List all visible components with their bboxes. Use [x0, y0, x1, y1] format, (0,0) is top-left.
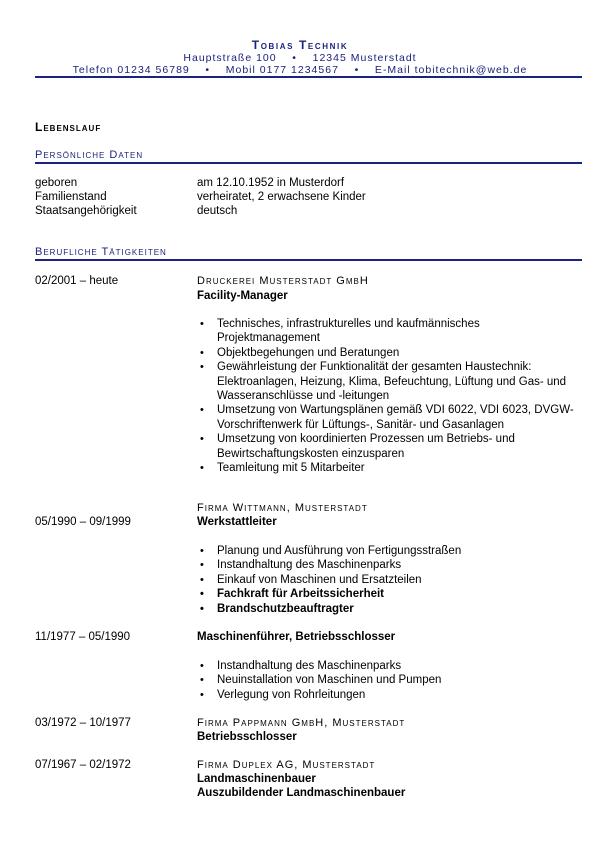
personal-label: Familienstand — [35, 191, 107, 203]
duty-item: • Instandhaltung des Maschinenparks — [197, 659, 577, 673]
entry-role-secondary: Auszubildender Landmaschinenbauer — [197, 787, 406, 799]
duty-list — [197, 659, 577, 702]
entry-date: 11/1977 – 05/1990 — [35, 631, 131, 643]
candidate-name: Tobias Technik — [251, 38, 349, 52]
section-heading-personal: Persönliche Daten — [35, 149, 582, 164]
personal-value: am 12.10.1952 in Musterdorf — [197, 177, 345, 189]
duty-item: • Einkauf von Maschinen und Ersatzteilen — [197, 573, 577, 587]
personal-value: deutsch — [197, 205, 238, 217]
duty-item: • Planung und Ausführung von Fertigungsstraßen — [197, 544, 577, 558]
contact-line: Telefon 01234 56789 • Mobil 0177 1234567 • E-Mail tobitechnik@web.de — [72, 64, 528, 76]
entry-role: Werkstattleiter — [197, 516, 277, 528]
personal-label: geboren — [35, 177, 78, 189]
header-divider — [35, 76, 582, 78]
entry-date: 02/2001 – heute — [35, 275, 119, 287]
duty-item: • Gewährleistung der Funktionalität der gesamten Haustechnik: Elektroanlagen, Heizung, Klima, Befeuchtung, Lüftung und Gas- und Wasseranschlüsse und -leitungen — [197, 360, 577, 403]
duty-item: • Fachkraft für Arbeitssicherheit — [197, 587, 577, 601]
duty-item: • Technisches, infrastrukturelles und kaufmännisches Projektmanagement — [197, 317, 577, 346]
duty-item: • Teamleitung mit 5 Mitarbeiter — [197, 461, 577, 475]
duty-item: • Instandhaltung des Maschinenparks — [197, 558, 577, 572]
duty-item: • Umsetzung von Wartungsplänen gemäß VDI 6022, VDI 6023, DVGW-Vorschriftenwerk für Lüftungs-, Sanitär- und Gasanlagen — [197, 403, 577, 432]
personal-label: Staatsangehörigkeit — [35, 205, 137, 217]
duty-item: • Brandschutzbeauftragter — [197, 602, 577, 616]
entry-date: 07/1967 – 02/1972 — [35, 759, 131, 771]
entry-role: Landmaschinenbauer — [197, 773, 316, 785]
entry-company: Firma Duplex AG, Musterstadt — [197, 759, 376, 771]
entry-role: Betriebsschlosser — [197, 731, 297, 743]
section-heading-work: Berufliche Tätigkeiten — [35, 246, 582, 261]
entry-date: 05/1990 – 09/1999 — [35, 516, 131, 528]
entry-role: Facility-Manager — [197, 290, 288, 302]
duty-item: • Umsetzung von koordinierten Prozessen um Betriebs- und Bewirtschaftungskosten einzusparen — [197, 432, 577, 461]
personal-value: verheiratet, 2 erwachsene Kinder — [197, 191, 366, 203]
entry-company: Firma Pappmann GmbH, Musterstadt — [197, 717, 406, 729]
entry-company: Firma Wittmann, Musterstadt — [197, 502, 368, 514]
entry-role: Maschinenführer, Betriebsschlosser — [197, 631, 396, 643]
address-line: Hauptstraße 100 • 12345 Musterstadt — [183, 52, 417, 64]
duty-item: • Objektbegehungen und Beratungen — [197, 346, 577, 360]
duty-list — [197, 544, 577, 616]
duty-list — [197, 317, 577, 475]
duty-item: • Neuinstallation von Maschinen und Pumpen — [197, 673, 577, 687]
entry-company: Druckerei Musterstadt GmbH — [197, 275, 369, 287]
entry-date: 03/1972 – 10/1977 — [35, 717, 131, 729]
document-title: Lebenslauf — [35, 120, 102, 134]
duty-item: • Verlegung von Rohrleitungen — [197, 688, 577, 702]
